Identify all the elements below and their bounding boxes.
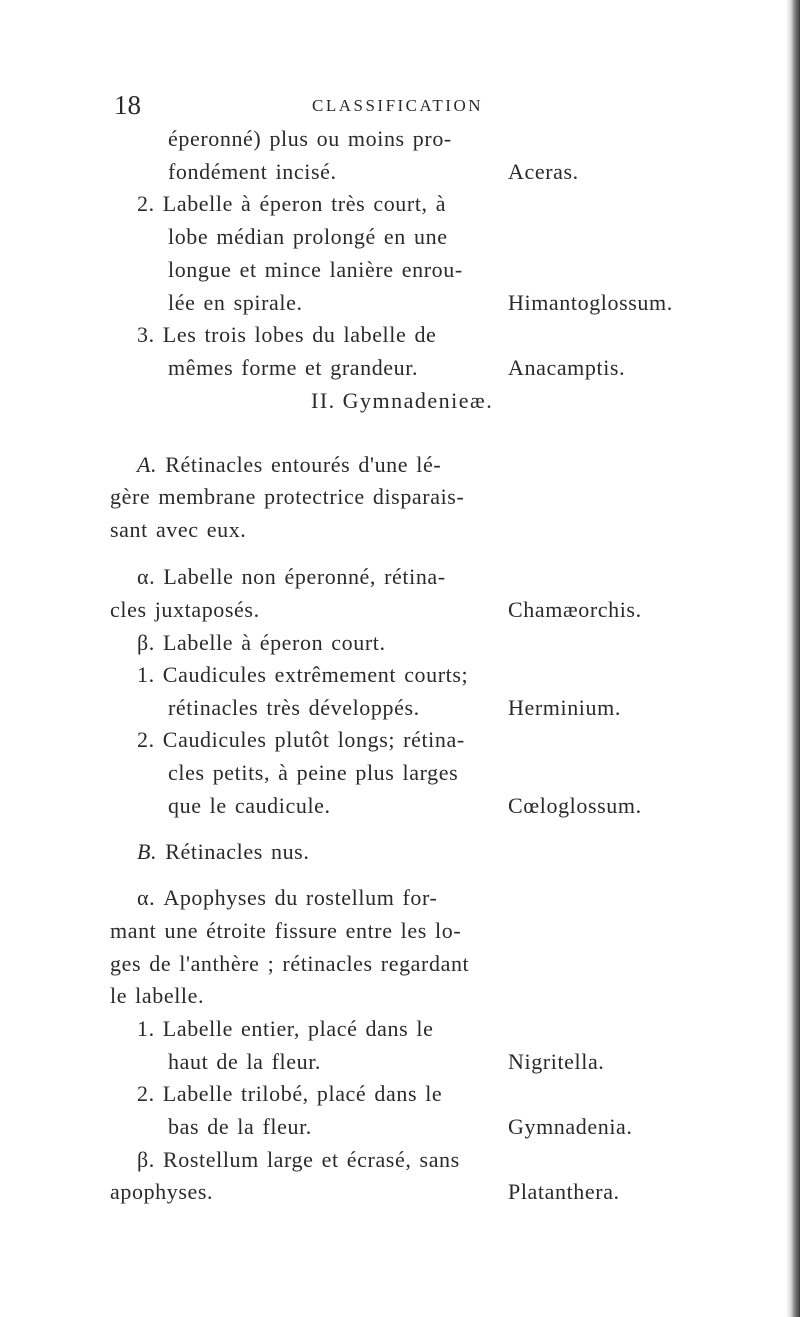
text-line: Rétinacles nus. [165,839,310,864]
page-edge-shadow [786,0,800,1317]
text-line: sant avec eux. [110,517,247,542]
genus-name: Anacamptis. [508,355,626,380]
text-line: 2. Labelle trilobé, placé dans le [137,1081,443,1106]
text-line: mêmes forme et grandeur. [168,355,419,380]
genus-name: Nigritella. [508,1049,605,1074]
text-line: α. Labelle non éperonné, rétina- [137,564,446,589]
text-line: β. Labelle à éperon court. [137,630,386,655]
genus-name: Platanthera. [508,1179,620,1204]
text-line: cles petits, à peine plus larges [168,760,459,785]
section-heading: II. Gymnadenieæ. [311,388,494,413]
text-line: 2. Caudicules plutôt longs; rétina- [137,727,465,752]
text-line: β. Rostellum large et écrasé, sans [137,1147,460,1172]
text-line: mant une étroite fissure entre les lo- [110,918,462,943]
genus-name: Aceras. [508,159,579,184]
text-line: éperonné) plus ou moins pro- [168,126,452,151]
genus-name: Cœloglossum. [508,793,642,818]
text-line: le labelle. [110,983,205,1008]
genus-name: Chamæorchis. [508,597,642,622]
part-marker: A. [137,452,158,477]
text-line: rétinacles très développés. [168,695,420,720]
genus-name: Gymnadenia. [508,1114,633,1139]
text-line: lée en spirale. [168,290,303,315]
text-line: lobe médian prolongé en une [168,224,448,249]
text-line: Rétinacles entourés d'une lé- [165,452,442,477]
text-line: gère membrane protectrice disparais- [110,484,465,509]
running-head: CLASSIFICATION [312,96,484,115]
part-marker: B. [137,839,158,864]
page-number: 18 [114,90,141,120]
part-b-line [137,838,309,866]
text-line: fondément incisé. [168,159,337,184]
text-line: ges de l'anthère ; rétinacles regardant [110,951,470,976]
genus-name: Himantoglossum. [508,290,673,315]
text-line: bas de la fleur. [168,1114,312,1139]
text-line: apophyses. [110,1179,214,1204]
text-line: longue et mince lanière enrou- [168,257,463,282]
text-line: cles juxtaposés. [110,597,260,622]
text-line: haut de la fleur. [168,1049,322,1074]
text-line: 2. Labelle à éperon très court, à [137,191,447,216]
genus-name: Herminium. [508,695,621,720]
part-a-line [137,451,441,479]
text-line: α. Apophyses du rostellum for- [137,885,438,910]
text-line: 3. Les trois lobes du labelle de [137,322,437,347]
text-line: 1. Caudicules extrêmement courts; [137,662,469,687]
text-line: que le caudicule. [168,793,331,818]
text-line: 1. Labelle entier, placé dans le [137,1016,434,1041]
